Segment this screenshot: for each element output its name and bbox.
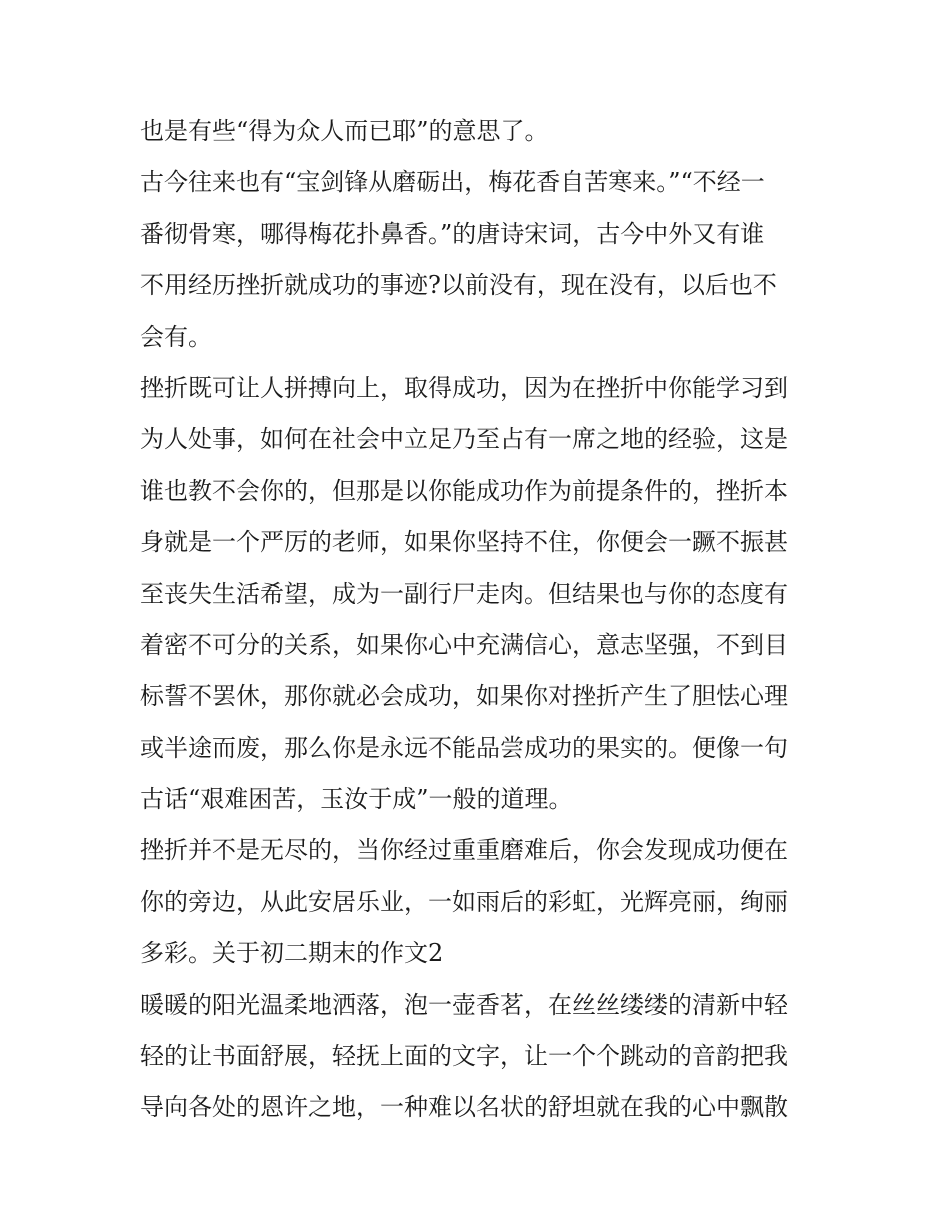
text-line: 着密不可分的关系，如果你心中充满信心，意志坚强，不到目	[140, 630, 788, 659]
body-text	[140, 106, 820, 1134]
text-line: 或半途而废，那么你是永远不能品尝成功的果实的。便像一句	[140, 733, 788, 762]
text-line: 为人处事，如何在社会中立足乃至占有一席之地的经验，这是	[140, 425, 788, 454]
text-line: 你的旁边，从此安居乐业，一如雨后的彩虹，光辉亮丽，绚丽	[140, 887, 788, 916]
text-line: 挫折并不是无尽的，当你经过重重磨难后，你会发现成功便在	[140, 836, 788, 865]
text-line: 古今往来也有“宝剑锋从磨砺出，梅花香自苦寒来。”“不经一	[140, 168, 765, 197]
text-line: 会有。	[140, 322, 212, 351]
text-line: 至丧失生活希望，成为一副行尸走肉。但结果也与你的态度有	[140, 579, 788, 608]
text-line: 身就是一个严厉的老师，如果你坚持不住，你便会一蹶不振甚	[140, 528, 788, 557]
text-line: 番彻骨寒，哪得梅花扑鼻香。”的唐诗宋词，古今中外又有谁	[140, 219, 765, 248]
text-line: 挫折既可让人拼搏向上，取得成功，因为在挫折中你能学习到	[140, 373, 788, 402]
text-line: 不用经历挫折就成功的事迹?以前没有，现在没有，以后也不	[140, 271, 777, 300]
text-line: 谁也教不会你的，但那是以你能成功作为前提条件的，挫折本	[140, 476, 788, 505]
text-line: 多彩。关于初二期末的作文2	[140, 939, 444, 968]
text-line: 标誓不罢休，那你就必会成功，如果你对挫折产生了胆怯心理	[140, 682, 788, 711]
text-line: 古话“艰难困苦，玉汝于成”一般的道理。	[140, 785, 573, 814]
text-line: 也是有些“得为众人而已耶”的意思了。	[140, 117, 549, 145]
text-line: 导向各处的恩许之地，一种难以名状的舒坦就在我的心中飘散	[140, 1093, 788, 1122]
text-line: 暖暖的阳光温柔地洒落，泡一壶香茗，在丝丝缕缕的清新中轻	[140, 990, 788, 1019]
text-line: 轻的让书面舒展，轻抚上面的文字，让一个个跳动的音韵把我	[140, 1042, 788, 1071]
